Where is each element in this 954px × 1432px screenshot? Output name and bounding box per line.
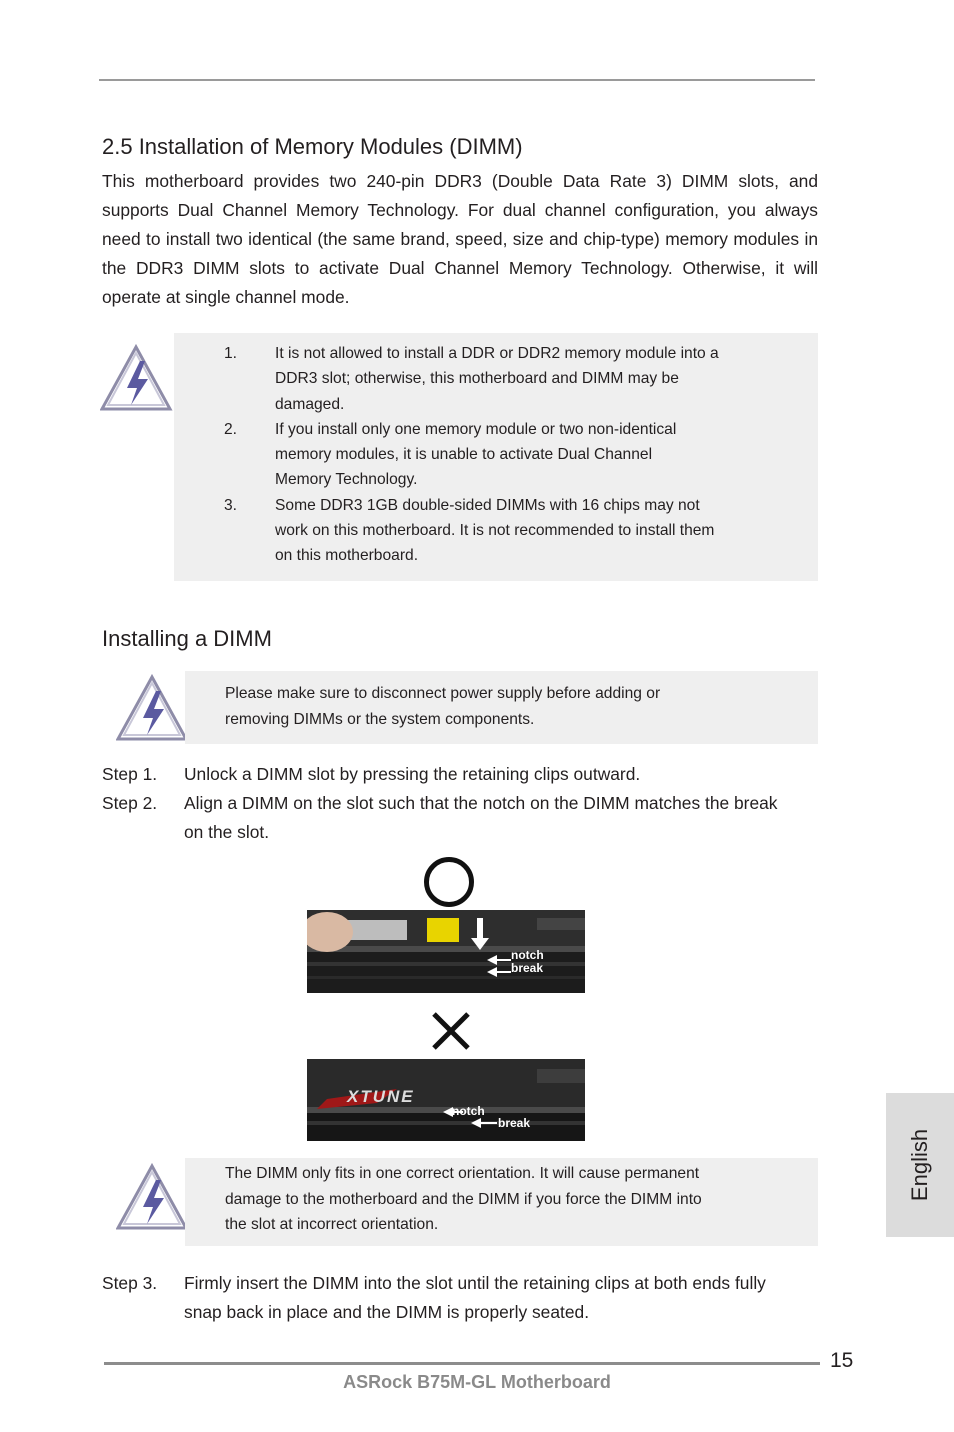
note-item: 2. If you install only one memory module or two non-identical memory modules, it is unable to activate Dual Channel Memory Technology. xyxy=(224,420,677,489)
note-item: 3. Some DDR3 1GB double-sided DIMMs with 16 chips may not work on this motherboard. It is not recommended to install them on this motherboard. xyxy=(224,496,715,565)
break-label: break xyxy=(511,961,544,975)
section-title: 2.5 Installation of Memory Modules (DIMM) xyxy=(102,134,523,159)
correct-o-icon xyxy=(424,857,474,907)
power-warning-box: Please make sure to disconnect power supply before adding or removing DIMMs or the system components. xyxy=(185,671,818,744)
orientation-warning-box: The DIMM only fits in one correct orientation. It will cause permanent damage to the motherboard and the DIMM if you force the DIMM into the slot at incorrect orientation. xyxy=(185,1158,818,1246)
dimm-correct-photo xyxy=(307,910,585,993)
incorrect-x-icon xyxy=(430,1010,472,1052)
notes-list xyxy=(174,341,818,569)
warning-icon xyxy=(116,673,190,743)
page-number: 15 xyxy=(830,1349,854,1372)
warning-icon xyxy=(100,343,174,413)
installing-title: Installing a DIMM xyxy=(102,626,272,651)
step-3: Step 3. Firmly insert the DIMM into the slot until the retaining clips at both ends fully snap back in place and the DIMM is properly seated. xyxy=(102,1273,766,1322)
bottom-rule xyxy=(104,1362,820,1365)
notes-box xyxy=(174,333,818,581)
break-label: break xyxy=(498,1116,531,1130)
intro-paragraph: This motherboard provides two 240-pin DDR3 (Double Data Rate 3) DIMM slots, and supports Dual Channel Memory Technology. For dual channel configuration, you always need to install two identical (the same brand, speed, size and chip-type) memory modules in the DDR3 DIMM slots to activate Dual Channel Memory Technology. Otherwise, it will operate at single channel mode. xyxy=(102,171,818,307)
xtune-brand: XTUNE xyxy=(347,1087,415,1106)
top-rule xyxy=(99,79,815,81)
step-1: Step 1. Unlock a DIMM slot by pressing the retaining clips outward. xyxy=(102,764,641,784)
warning-icon xyxy=(116,1162,190,1232)
notch-label: notch xyxy=(452,1104,485,1118)
note-item: 1. It is not allowed to install a DDR or DDR2 memory module into a DDR3 slot; otherwise, this motherboard and DIMM may be damaged. xyxy=(224,345,719,413)
step-2: Step 2. Align a DIMM on the slot such that the notch on the DIMM matches the break on the slot. xyxy=(102,793,778,842)
notch-label: notch xyxy=(511,948,544,962)
dimm-incorrect-photo xyxy=(307,1059,585,1141)
language-tab: English xyxy=(886,1093,954,1237)
footer-title: ASRock B75M-GL Motherboard xyxy=(343,1372,611,1392)
